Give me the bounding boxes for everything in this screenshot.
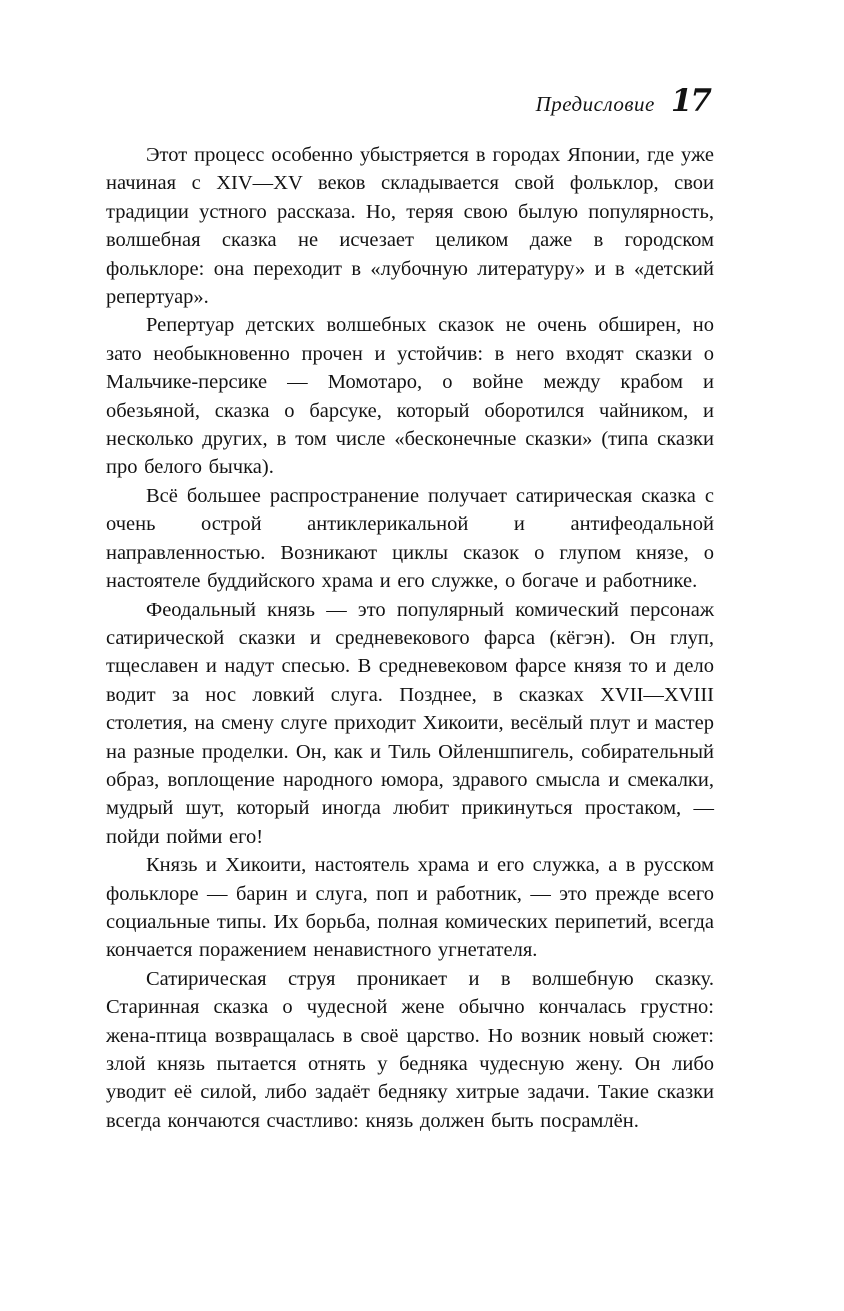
chapter-title: Предисловие [535, 92, 655, 116]
paragraph: Этот процесс особенно убыстряется в городах Японии, где уже начиная с XIV—XV веков складывается свой фольклор, свои традиции устного рассказа. Но, теряя свою былую популярность, волшебная сказка не исчезает целиком даже в городском фольклоре: она переходит в «лубочную литературу» и в «детский репертуар». [106, 144, 714, 309]
running-header [106, 83, 714, 119]
text-body [106, 141, 714, 1135]
paragraph: Сатирическая струя проникает и в волшебную сказку. Старинная сказка о чудесной жене обычно кончалась грустно: жена-птица возвращалась в своё царство. Но возник новый сюжет: злой князь пытается отнять у бедняка чудесную жену. Он либо уводит её силой, либо задаёт бедняку хитрые задачи. Такие сказки всегда кончаются счастливо: князь должен быть посрамлён. [106, 967, 714, 1132]
paragraph: Феодальный князь — это популярный комический персонаж сатирической сказки и средневекового фарса (кёгэн). Он глуп, тщеславен и надут спесью. В средневековом фарсе князя то и дело водит за нос ловкий слуга. Позднее, в сказках XVII—XVIII столетия, на смену слуге приходит Хикоити, весёлый плут и мастер на разные проделки. Он, как и Тиль Ойленшпигель, собирательный образ, воплощение народного юмора, здравого смысла и смекалки, мудрый шут, который иногда любит прикинуться простаком, — пойди пойми его! [106, 598, 714, 848]
paragraph: Всё большее распространение получает сатирическая сказка с очень острой антиклерикальной и антифеодальной направленностью. Возникают циклы сказок о глупом князе, о настоятеле буддийского храма и его служке, о богаче и работнике. [106, 484, 714, 593]
page-number: 17 [670, 83, 710, 119]
paragraph: Князь и Хикоити, настоятель храма и его служка, а в русском фольклоре — барин и слуга, поп и работник, — это прежде всего социальные типы. Их борьба, полная комических перипетий, всегда кончается поражением ненавистного угнетателя. [106, 854, 714, 962]
paragraph: Репертуар детских волшебных сказок не очень обширен, но зато необыкновенно прочен и устойчив: в него входят сказки о Мальчике-персике — Момотаро, о войне между крабом и обезьяной, сказка о барсуке, который оборотился чайником, и несколько других, в том числе «бесконечные сказки» (типа сказки про белого бычка). [106, 314, 714, 479]
